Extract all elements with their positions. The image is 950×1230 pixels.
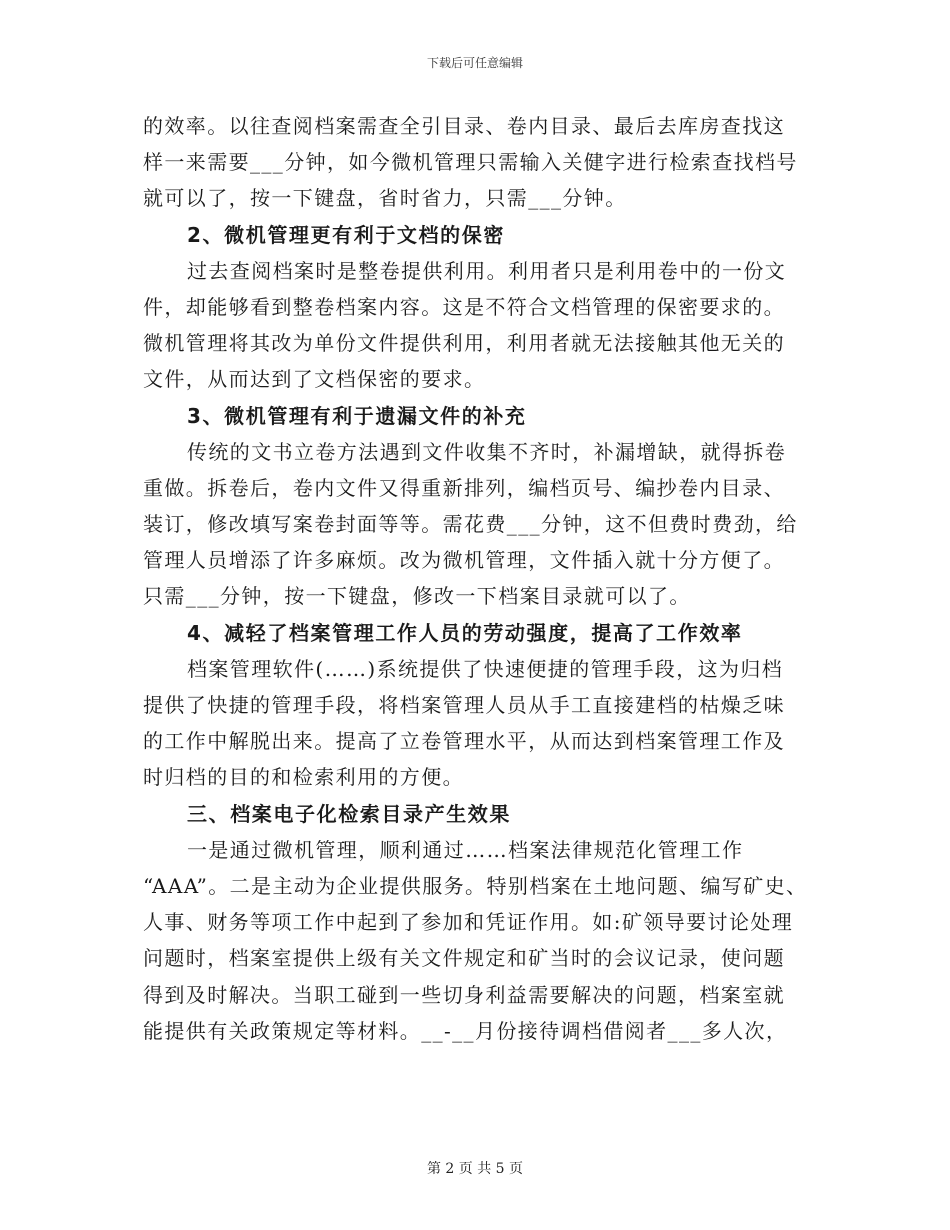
- section-heading: 三、档案电子化检索目录产生效果: [187, 801, 511, 826]
- paragraph-line: 时归档的目的和检索利用的方便。: [143, 765, 464, 790]
- paragraph-line: 装订，修改填写案卷封面等等。需花费___分钟，这不但费时费劲，给: [143, 512, 798, 537]
- paragraph-line: 人事、财务等项工作中起到了参加和凭证作用。如:矿领导要讨论处理: [143, 910, 794, 935]
- section-heading: 3、微机管理有利于遗漏文件的补充: [187, 403, 527, 428]
- paragraph-line: 一是通过微机管理，顺利通过……档案法律规范化管理工作: [187, 837, 744, 862]
- paragraph-line: 件，却能够看到整卷档案内容。这是不符合文档管理的保密要求的。: [143, 294, 785, 319]
- paragraph-line: 提供了快捷的管理手段，将档案管理人员从手工直接建档的枯燥乏味: [143, 693, 785, 717]
- paragraph-line: 过去查阅档案时是整卷提供利用。利用者只是利用卷中的一份文: [187, 258, 787, 283]
- paragraph-line: 文件，从而达到了文档保密的要求。: [143, 367, 486, 392]
- paragraph-line: 重做。拆卷后，卷内文件又得重新排列，编档页号、编抄卷内目录、: [143, 475, 785, 500]
- page-header: 下载后可任意编辑: [426, 56, 523, 70]
- paragraph-line: 样一来需要___分钟，如今微机管理只需输入关健字进行检索查找档号: [143, 150, 798, 175]
- paragraph-line: 问题时，档案室提供上级有关文件规定和矿当时的会议记录，使问题: [143, 946, 785, 971]
- paragraph-line: 档案管理软件(……)系统提供了快速便捷的管理手段，这为归档: [187, 656, 784, 681]
- paragraph-line: 的工作中解脱出来。提高了立卷管理水平，从而达到档案管理工作及: [143, 729, 785, 754]
- paragraph-line: 能提供有关政策规定等材料。__-__月份接待调档借阅者___多人次，: [143, 1018, 788, 1043]
- paragraph-line: 传统的文书立卷方法遇到文件收集不齐时，补漏增缺，就得拆卷: [187, 439, 787, 464]
- paragraph-line: 得到及时解决。当职工碰到一些切身利益需要解决的问题，档案室就: [143, 982, 785, 1007]
- document-body: [143, 108, 823, 1049]
- paragraph-line: 的效率。以往查阅档案需查全引目录、卷内目录、最后去库房查找这: [143, 114, 785, 138]
- paragraph-line: 微机管理将其改为单份文件提供利用，利用者就无法接触其他无关的: [143, 331, 785, 356]
- page-number: 第 2 页 共 5 页: [426, 1161, 524, 1177]
- paragraph-line: “AAA”。二是主动为企业提供服务。特别档案在土地问题、编写矿史、: [143, 873, 808, 898]
- paragraph-line: 就可以了，按一下键盘，省时省力，只需___分钟。: [143, 186, 627, 211]
- section-heading: 2、微机管理更有利于文档的保密: [187, 222, 505, 247]
- section-heading: 4、减轻了档案管理工作人员的劳动强度，提高了工作效率: [187, 620, 743, 645]
- paragraph-line: 只需___分钟，按一下键盘，修改一下档案目录就可以了。: [143, 584, 691, 609]
- paragraph-line: 管理人员增添了许多麻烦。改为微机管理，文件插入就十分方便了。: [143, 548, 785, 573]
